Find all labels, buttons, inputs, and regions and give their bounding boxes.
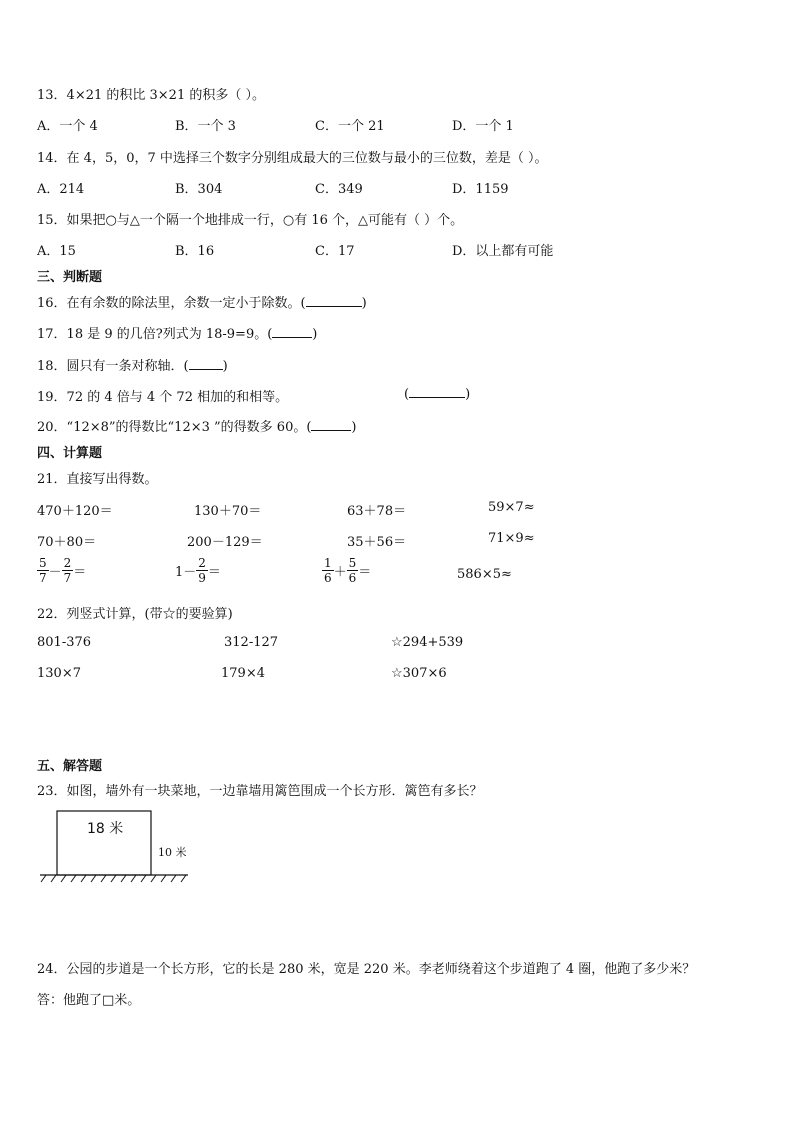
option-13-b: B．一个 3 bbox=[175, 119, 236, 134]
vertical-calc-item: 179×4 bbox=[221, 666, 265, 681]
answer-blank-20[interactable] bbox=[311, 419, 351, 431]
calc-item: 200－129＝ bbox=[187, 535, 263, 550]
length-label: 18 米 bbox=[87, 821, 124, 837]
question-19-close: ) bbox=[465, 387, 471, 402]
answer-blank-16[interactable] bbox=[306, 295, 362, 307]
vertical-calc-item: ☆294+539 bbox=[391, 635, 464, 650]
answer-blank-18[interactable] bbox=[189, 358, 223, 370]
option-15-a: A．15 bbox=[37, 244, 76, 259]
garden-diagram bbox=[40, 810, 190, 884]
question-16 bbox=[37, 292, 367, 311]
question-14: 14．在 4，5，0，7 中选择三个数字分别组成最大的三位数与最小的三位数，差是（ ）。 bbox=[37, 151, 548, 166]
fraction: $\frac{2}{7}$ bbox=[63, 556, 72, 585]
question-18 bbox=[37, 355, 228, 374]
calc-item: 59×7≈ bbox=[488, 500, 535, 515]
section-5-title: 五、解答题 bbox=[37, 759, 103, 774]
width-label: 10 米 bbox=[158, 846, 187, 859]
calc-item: 470＋120＝ bbox=[37, 504, 113, 519]
fraction: $\frac{5}{7}$ bbox=[39, 556, 47, 585]
wall-hatching bbox=[41, 875, 186, 882]
question-24-answer: 答：他跑了□米。 bbox=[37, 993, 141, 1008]
vertical-calc-item: 130×7 bbox=[37, 666, 81, 681]
calc-item: 35＋56＝ bbox=[347, 535, 407, 550]
fraction: $\frac{2}{9}$ bbox=[198, 556, 206, 585]
answer-blank-17[interactable] bbox=[272, 326, 312, 338]
question-23-title: 23．如图，墙外有一块菜地，一边靠墙用篱笆围成一个长方形．篱笆有多长？ bbox=[37, 784, 483, 799]
question-24-title: 24．公园的步道是一个长方形，它的长是 280 米，宽是 220 米。李老师绕着这个步道跑了 4 圈，他跑了多少米？ bbox=[37, 962, 696, 977]
question-18-text: 18．圆只有一条对称轴．( bbox=[37, 359, 189, 374]
question-17-text: 17．18 是 9 的几倍?列式为 18-9=9。( bbox=[37, 327, 273, 342]
option-15-b: B．16 bbox=[175, 244, 215, 259]
question-16-close: ) bbox=[361, 296, 367, 311]
calc-item: 63＋78＝ bbox=[347, 504, 407, 519]
calc-item: 70＋80＝ bbox=[37, 535, 97, 550]
vertical-calc-item: 312-127 bbox=[224, 635, 279, 650]
fraction: $\frac{5}{6}$ bbox=[348, 556, 357, 585]
calc-item: 586×5≈ bbox=[457, 567, 512, 582]
option-13-a: A．一个 4 bbox=[37, 119, 98, 134]
question-17-close: ) bbox=[312, 327, 318, 342]
fraction-expression-b: 1－ $\frac{2}{9}$ ＝ bbox=[175, 556, 221, 585]
vertical-calc-item: 801-376 bbox=[37, 635, 92, 650]
option-13-c: C．一个 21 bbox=[315, 119, 385, 134]
option-14-d: D．1159 bbox=[452, 182, 509, 197]
calc-item: 71×9≈ bbox=[488, 531, 535, 546]
option-15-d: D．以上都有可能 bbox=[452, 244, 554, 259]
option-14-a: A．214 bbox=[37, 182, 85, 197]
option-15-c: C．17 bbox=[315, 244, 355, 259]
question-20 bbox=[37, 416, 357, 435]
question-16-text: 16．在有余数的除法里，余数一定小于除数。( bbox=[37, 296, 306, 311]
option-14-c: C．349 bbox=[315, 182, 363, 197]
question-19-open: ( bbox=[404, 387, 410, 402]
option-13-d: D．一个 1 bbox=[452, 119, 514, 134]
fraction-expression-a: $\frac{5}{7}$ － $\frac{2}{7}$ ＝ bbox=[39, 556, 87, 585]
question-18-close: ) bbox=[222, 359, 228, 374]
section-4-title: 四、计算题 bbox=[37, 446, 103, 461]
answer-blank-19[interactable] bbox=[409, 386, 465, 398]
question-15: 15．如果把○与△一个隔一个地排成一行，○有 16 个，△可能有（ ）个。 bbox=[37, 213, 464, 228]
question-13: 13．4×21 的积比 3×21 的积多（ ）。 bbox=[37, 88, 265, 103]
question-19: 19．72 的 4 倍与 4 个 72 相加的和相等。 bbox=[37, 390, 289, 405]
option-14-b: B．304 bbox=[175, 182, 223, 197]
question-20-close: ) bbox=[351, 420, 357, 435]
calc-item: 130＋70＝ bbox=[194, 504, 262, 519]
question-21-title: 21．直接写出得数。 bbox=[37, 472, 158, 487]
question-17 bbox=[37, 323, 317, 342]
question-22-title: 22．列竖式计算，(带☆的要验算) bbox=[37, 607, 233, 622]
section-3-title: 三、判断题 bbox=[37, 270, 103, 285]
question-19-answer bbox=[404, 386, 470, 402]
fraction-expression-c: $\frac{1}{6}$ ＋ $\frac{5}{6}$ ＝ bbox=[324, 556, 372, 585]
vertical-calc-item: ☆307×6 bbox=[391, 666, 447, 681]
fraction: $\frac{1}{6}$ bbox=[324, 556, 332, 585]
question-20-text: 20．“12×8”的得数比“12×3 ”的得数多 60。( bbox=[37, 420, 312, 435]
